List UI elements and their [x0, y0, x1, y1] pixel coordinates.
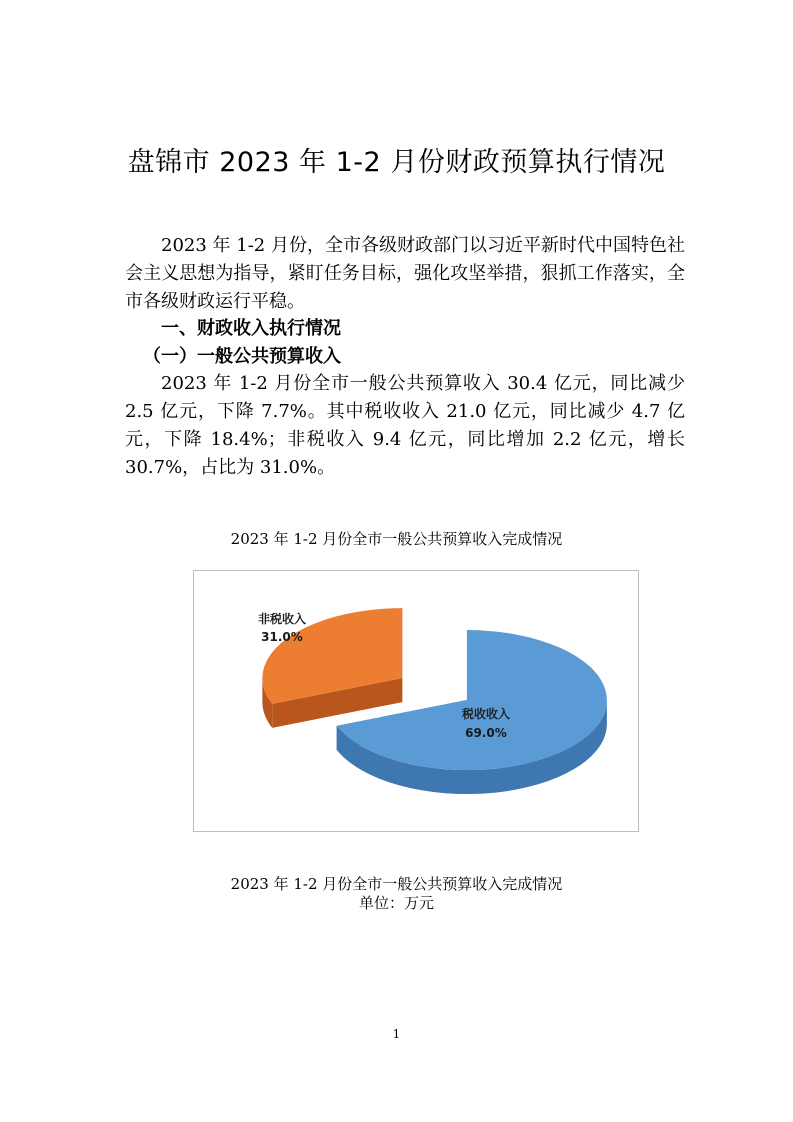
- document-title: 盘锦市 2023 年 1-2 月份财政预算执行情况: [127, 147, 666, 178]
- section-heading-revenue: 一、财政收入执行情况: [161, 318, 341, 339]
- intro-paragraph: 2023 年 1-2 月份，全市各级财政部门以习近平新时代中国特色社会主义思想为指导，紧盯任务目标，强化攻坚举措，狠抓工作落实，全市各级财政运行平稳。: [125, 235, 685, 312]
- revenue-paragraph-block: [125, 370, 685, 482]
- intro-paragraph-block: [125, 232, 685, 316]
- data-label-tax-name: 税收收入: [461, 707, 511, 721]
- data-label-nontax-percent: 31.0%: [261, 630, 303, 644]
- revenue-paragraph: 2023 年 1-2 月份全市一般公共预算收入 30.4 亿元，同比减少 2.5 亿元，下降 7.7%。其中税收收入 21.0 亿元，同比减少 4.7 亿元，下降 18.4%；非税收入 9.4 亿元，同比增加 2.2 亿元，增长 30.7%，占比为 31.0%。: [125, 373, 685, 478]
- page-number: 1: [392, 1027, 401, 1041]
- pie-chart-svg: [194, 571, 638, 831]
- subsection-heading-general-budget: （一）一般公共预算收入: [143, 346, 341, 367]
- table-unit: 单位：万元: [358, 894, 434, 912]
- table-caption: 2023 年 1-2 月份全市一般公共预算收入完成情况: [230, 875, 563, 893]
- pie-chart: [193, 570, 639, 832]
- chart-caption: 2023 年 1-2 月份全市一般公共预算收入完成情况: [230, 530, 563, 548]
- data-label-nontax-name: 非税收入: [257, 612, 307, 626]
- data-label-tax-percent: 69.0%: [465, 726, 507, 740]
